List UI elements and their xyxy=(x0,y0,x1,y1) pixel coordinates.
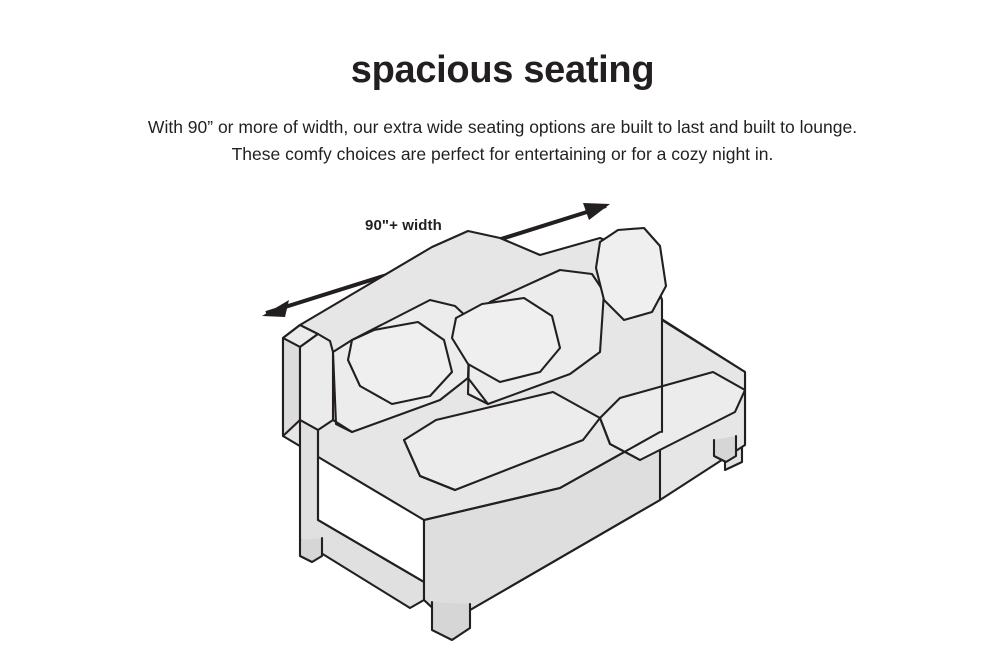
sofa-left-arm-inner xyxy=(300,334,333,430)
width-dimension-label: 90"+ width xyxy=(365,217,442,234)
sofa-left-arm-outer xyxy=(283,338,300,436)
description-line-2: These comfy choices are perfect for entertaining or for a cozy night in. xyxy=(231,143,774,164)
sofa-leg-back-left xyxy=(300,538,322,562)
sofa-leg-front-left xyxy=(432,602,470,640)
page-title: spacious seating xyxy=(350,49,655,91)
sofa-leg-right xyxy=(714,436,736,462)
description-line-1: With 90” or more of width, our extra wide seating options are built to last and built to lounge. xyxy=(147,117,858,137)
